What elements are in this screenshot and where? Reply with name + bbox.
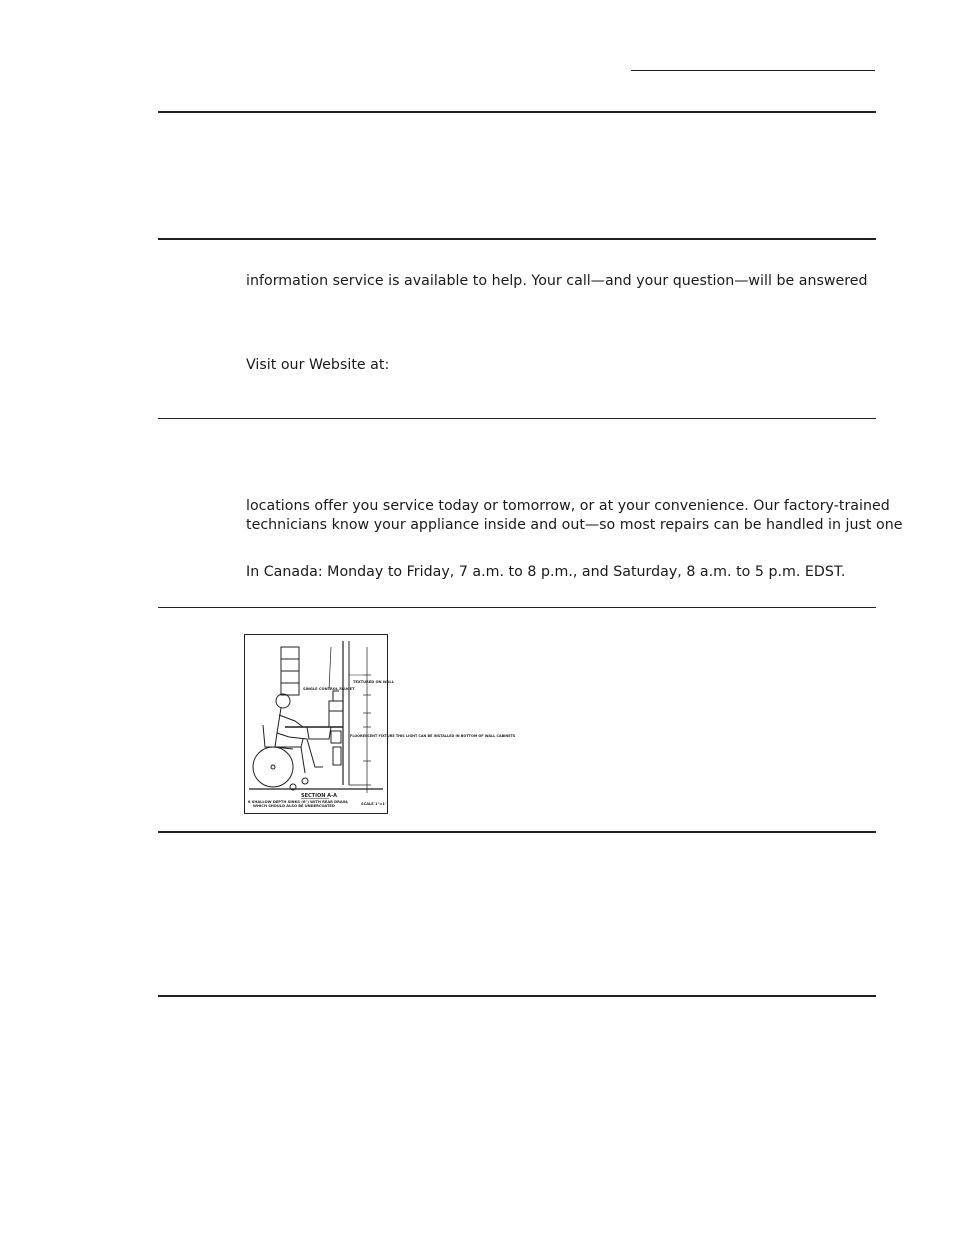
footnote-line-2: WHICH SHOULD ALSO BE UNDERCOATED (253, 804, 335, 808)
header-rule (631, 70, 875, 71)
section-divider-4 (158, 607, 876, 608)
wall-callout: TEXTURED ON WALL (353, 680, 394, 684)
section-divider-1 (158, 111, 876, 113)
accessible-kitchen-diagram (244, 634, 516, 814)
website-label: Visit our Website at: (246, 357, 390, 373)
section-divider-3 (158, 418, 876, 419)
section-divider-5 (158, 831, 876, 833)
footnote-line-1: 6 SHALLOW DEPTH SINKS (6") WITH REAR DRAIN, (248, 800, 349, 804)
help-text-line: information service is available to help. Your call—and your question—will be answered (246, 273, 868, 289)
faucet-callout: SINGLE CONTROL FAUCET (303, 687, 355, 691)
person-head-drawing (276, 694, 290, 708)
canada-hours-text: In Canada: Monday to Friday, 7 a.m. to 8 p.m., and Saturday, 8 a.m. to 5 p.m. EDST. (246, 564, 846, 580)
service-text-line-2: technicians know your appliance inside and out—so most repairs can be handled in just one (246, 517, 903, 533)
light-callout: FLUORESCENT FIXTURE THIS LIGHT CAN BE INSTALLED IN BOTTOM OF WALL CABINETS (350, 734, 516, 738)
service-text-line-1: locations offer you service today or tomorrow, or at your convenience. Our factory-trained (246, 498, 890, 514)
section-divider-2 (158, 238, 876, 240)
section-title: SECTION A-A (301, 793, 337, 799)
scale-label: SCALE 1"=1' (361, 802, 386, 806)
section-divider-6 (158, 995, 876, 997)
wheelchair-wheel-drawing (253, 747, 293, 787)
